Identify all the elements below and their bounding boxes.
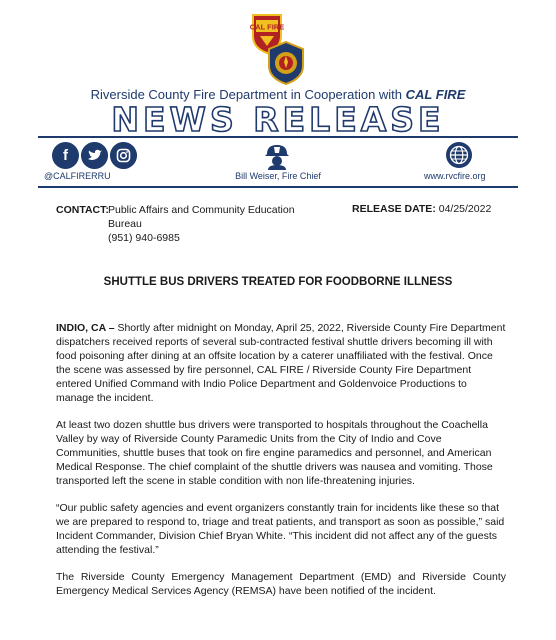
header-rule-bottom — [38, 186, 518, 188]
contact-label: CONTACT: — [56, 204, 109, 216]
release-date-value: 04/25/2022 — [438, 203, 492, 215]
facebook-icon[interactable]: f — [52, 142, 79, 169]
department-line-cal-fire: CAL FIRE — [405, 87, 466, 102]
twitter-icon[interactable] — [81, 142, 108, 169]
headline: SHUTTLE BUS DRIVERS TREATED FOR FOODBORNE ILLNESS — [103, 276, 453, 288]
logo-area — [0, 0, 556, 86]
dateline: INDIO, CA – — [56, 322, 115, 334]
cal-fire-logo-text: CAL FIRE — [250, 22, 284, 32]
fire-chief-name: Bill Weiser, Fire Chief — [235, 171, 321, 181]
contact-block — [56, 203, 295, 244]
contact-bureau: Public Affairs and Community Education Bureau — [108, 204, 295, 230]
paragraph-1-text: Shortly after midnight on Monday, April 25, 2022, Riverside County Fire Department dispatchers received reports of several sub-contracted festival shuttle drivers becoming ill with food poisoning after dining at an offsite location by a caterer unaffiliated with the festival. Once the scene was assessed by fire personnel, CAL FIRE / Riverside County Fire Department entered Unified Command with Indio Police Department and Goldenvoice Productions to manage the incident. — [56, 322, 506, 404]
paragraph-4: The Riverside County Emergency Management Department (EMD) and Riverside County Emergency Medical Services Agency (REMSA) have been notified of the incident. — [56, 571, 506, 597]
contact-phone: (951) 940-6985 — [108, 232, 180, 244]
paragraph-3: “Our public safety agencies and event organizers constantly train for incidents like these so that we are prepared to respond to, triage and treat patients, and transport as soon as possible,” said Incident Commander, Division Chief Bryan White. “This incident did not affect any of the guests attending the festival.” — [56, 502, 505, 556]
website-link[interactable]: www.rvcfire.org — [424, 171, 486, 181]
news-release-title: NEWS RELEASE — [111, 100, 445, 139]
paragraph-2: At least two dozen shuttle bus drivers were transported to hospitals throughout the Coachella Valley by way of Riverside County Paramedic Units from the City of Indio and Cove Communities, shuttle buses that took on fire engine paramedics and personnel, and American Medical Response. The chief complaint of the shuttle drivers was nausea and vomiting. Those transported left the scene in stable condition with non life-threatening injuries. — [56, 419, 493, 487]
globe-icon[interactable] — [445, 141, 473, 169]
riverside-county-fire-badge — [266, 40, 306, 86]
department-line-main: Riverside County Fire Department in Cooperation with — [90, 87, 403, 102]
article-body — [56, 321, 506, 611]
instagram-icon[interactable] — [110, 142, 137, 169]
social-icons — [52, 142, 142, 172]
header-rule-top — [38, 136, 518, 138]
release-date-label: RELEASE DATE: — [352, 203, 436, 215]
release-date-block — [352, 203, 491, 215]
social-handle[interactable]: @CALFIRERRU — [44, 171, 111, 181]
fire-chief-icon — [264, 142, 290, 170]
paragraph-1 — [56, 321, 506, 405]
